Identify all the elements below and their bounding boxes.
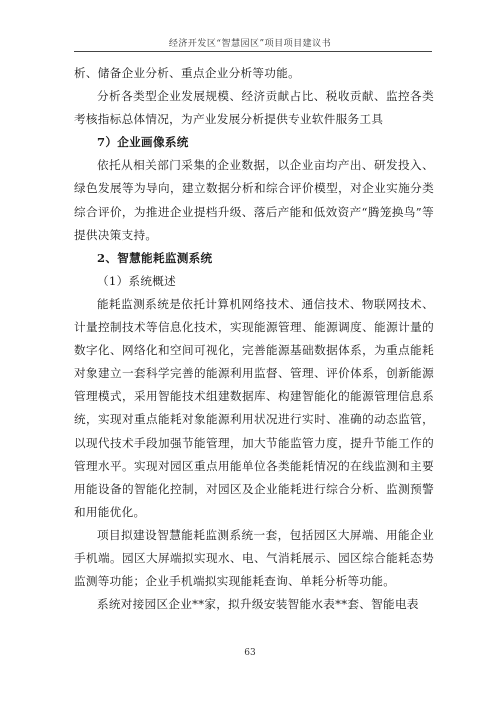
paragraph: 析、储备企业分析、重点企业分析等功能。 <box>74 66 300 80</box>
subsection-heading: （1）系统概述 <box>97 273 177 288</box>
paragraph: 分析各类型企业发展规模、经济贡献占比、税收贡献、监控各类考核指标总体情况，为产业发展分析提供专业软件服务工具 <box>74 89 434 127</box>
page-header-title: 经济开发区“智慧园区”项目项目建议书 <box>168 39 332 49</box>
section-heading: 7）企业画像系统 <box>97 135 189 150</box>
paragraph: 依托从相关部门采集的企业数据，以企业亩均产出、研发投入、绿色发展等为导向，建立数据分析和综合评价模型，对企业实施分类综合评价，为推进企业提档升级、落后产能和低效资产“腾笼换鸟”等提供决策支持。 <box>74 158 434 242</box>
paragraph: 能耗监测系统是依托计算机网络技术、通信技术、物联网技术、计量控制技术等信息化技术，实现能源管理、能源调度、能源计量的数字化、网络化和空间可视化，完善能源基础数据体系，为重点能耗对象建立一套科学完善的能源利用监督、管理、评价体系，创新能源管理模式，采用智能技术组建数据库、构建智能化的能源管理信息系统，实现对重点能耗对象能源利用状况进行实时、准确的动态监管，以现代技术手段加强节能管理，加大节能监管力度，提升节能工作的管理水平。实现对园区重点用能单位各类能耗情况的在线监测和主要用能设备的智能化控制，对园区及企业能耗进行综合分析、监测预警和用能优化。 <box>74 296 434 519</box>
paragraph: 项目拟建设智慧能耗监测系统一套，包括园区大屏端、用能企业手机端。园区大屏端拟实现水、电、气消耗展示、园区综合能耗态势监测等功能；企业手机端拟实现能耗查询、单耗分析等功能。 <box>74 527 434 589</box>
page-number: 63 <box>244 648 256 658</box>
document-body <box>74 62 434 616</box>
section-heading: 2、智慧能耗监测系统 <box>97 250 213 265</box>
paragraph: 系统对接园区企业**家，拟升级安装智能水表**套、智能电表 <box>97 597 419 612</box>
header-rule <box>74 51 432 52</box>
